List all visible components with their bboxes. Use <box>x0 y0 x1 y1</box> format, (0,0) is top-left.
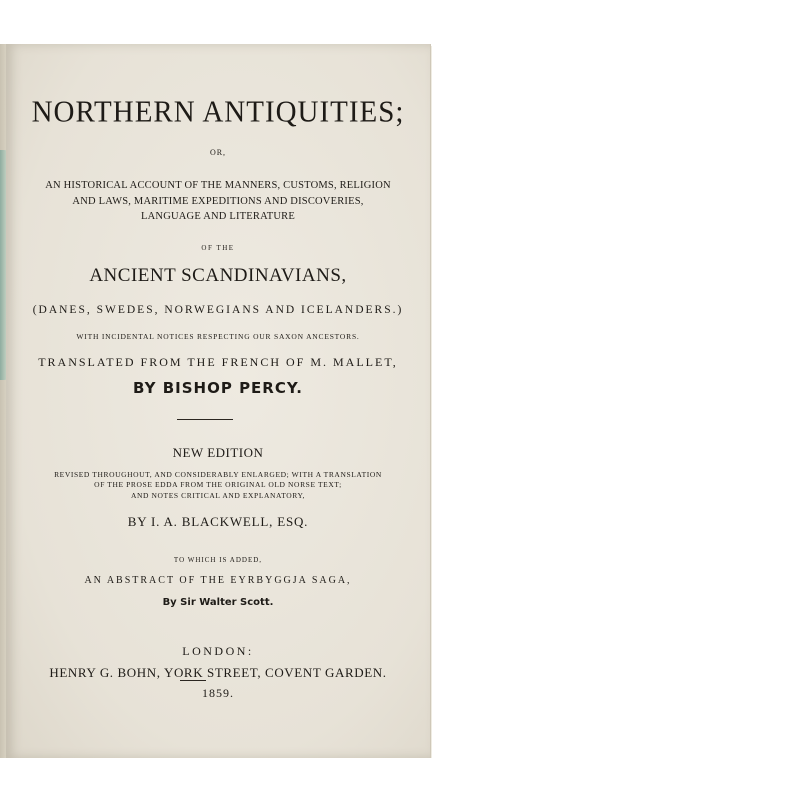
revised-line-1: REVISED THROUGHOUT, AND CONSIDERABLY ENLARGED; WITH A TRANSLATION <box>54 470 382 479</box>
edition-line: NEW EDITION <box>172 445 264 460</box>
year-rule <box>180 680 206 681</box>
translation-note: TRANSLATED FROM THE FRENCH OF M. MALLET, <box>38 355 398 369</box>
description-line-3: LANGUAGE AND LITERATURE <box>141 211 295 222</box>
abstract-author: By Sir Walter Scott. <box>162 597 274 608</box>
title-page <box>6 44 430 758</box>
peoples-list: (DANES, SWEDES, NORWEGIANS AND ICELANDERS.) <box>32 304 404 316</box>
revised-line-3: AND NOTES CRITICAL AND EXPLANATORY, <box>131 491 305 500</box>
or-line: OR, <box>209 148 227 157</box>
divider-rule <box>177 419 233 420</box>
translator-line: BY BISHOP PERCY. <box>133 379 303 397</box>
imprint-publisher: HENRY G. BOHN, YORK STREET, COVENT GARDEN. <box>49 665 387 680</box>
revised-line-2: OF THE PROSE EDDA FROM THE ORIGINAL OLD NORSE TEXT; <box>94 480 342 489</box>
incidental-notice: WITH INCIDENTAL NOTICES RESPECTING OUR SAXON ANCESTORS. <box>76 332 360 341</box>
added-intro: TO WHICH IS ADDED, <box>173 556 263 564</box>
imprint-year: 1859. <box>202 686 234 700</box>
imprint-city: LONDON: <box>182 644 254 658</box>
of-the-line: OF THE <box>201 244 235 252</box>
description-line-1: AN HISTORICAL ACCOUNT OF THE MANNERS, CUSTOMS, RELIGION <box>45 180 391 191</box>
book-title: NORTHERN ANTIQUITIES; <box>31 95 405 129</box>
subject-heading: ANCIENT SCANDINAVIANS, <box>89 265 347 286</box>
editor-line: BY I. A. BLACKWELL, ESQ. <box>127 514 309 529</box>
abstract-line: AN ABSTRACT OF THE EYRBYGGJA SAGA, <box>84 575 352 586</box>
description-line-2: AND LAWS, MARITIME EXPEDITIONS AND DISCOVERIES, <box>72 196 364 207</box>
